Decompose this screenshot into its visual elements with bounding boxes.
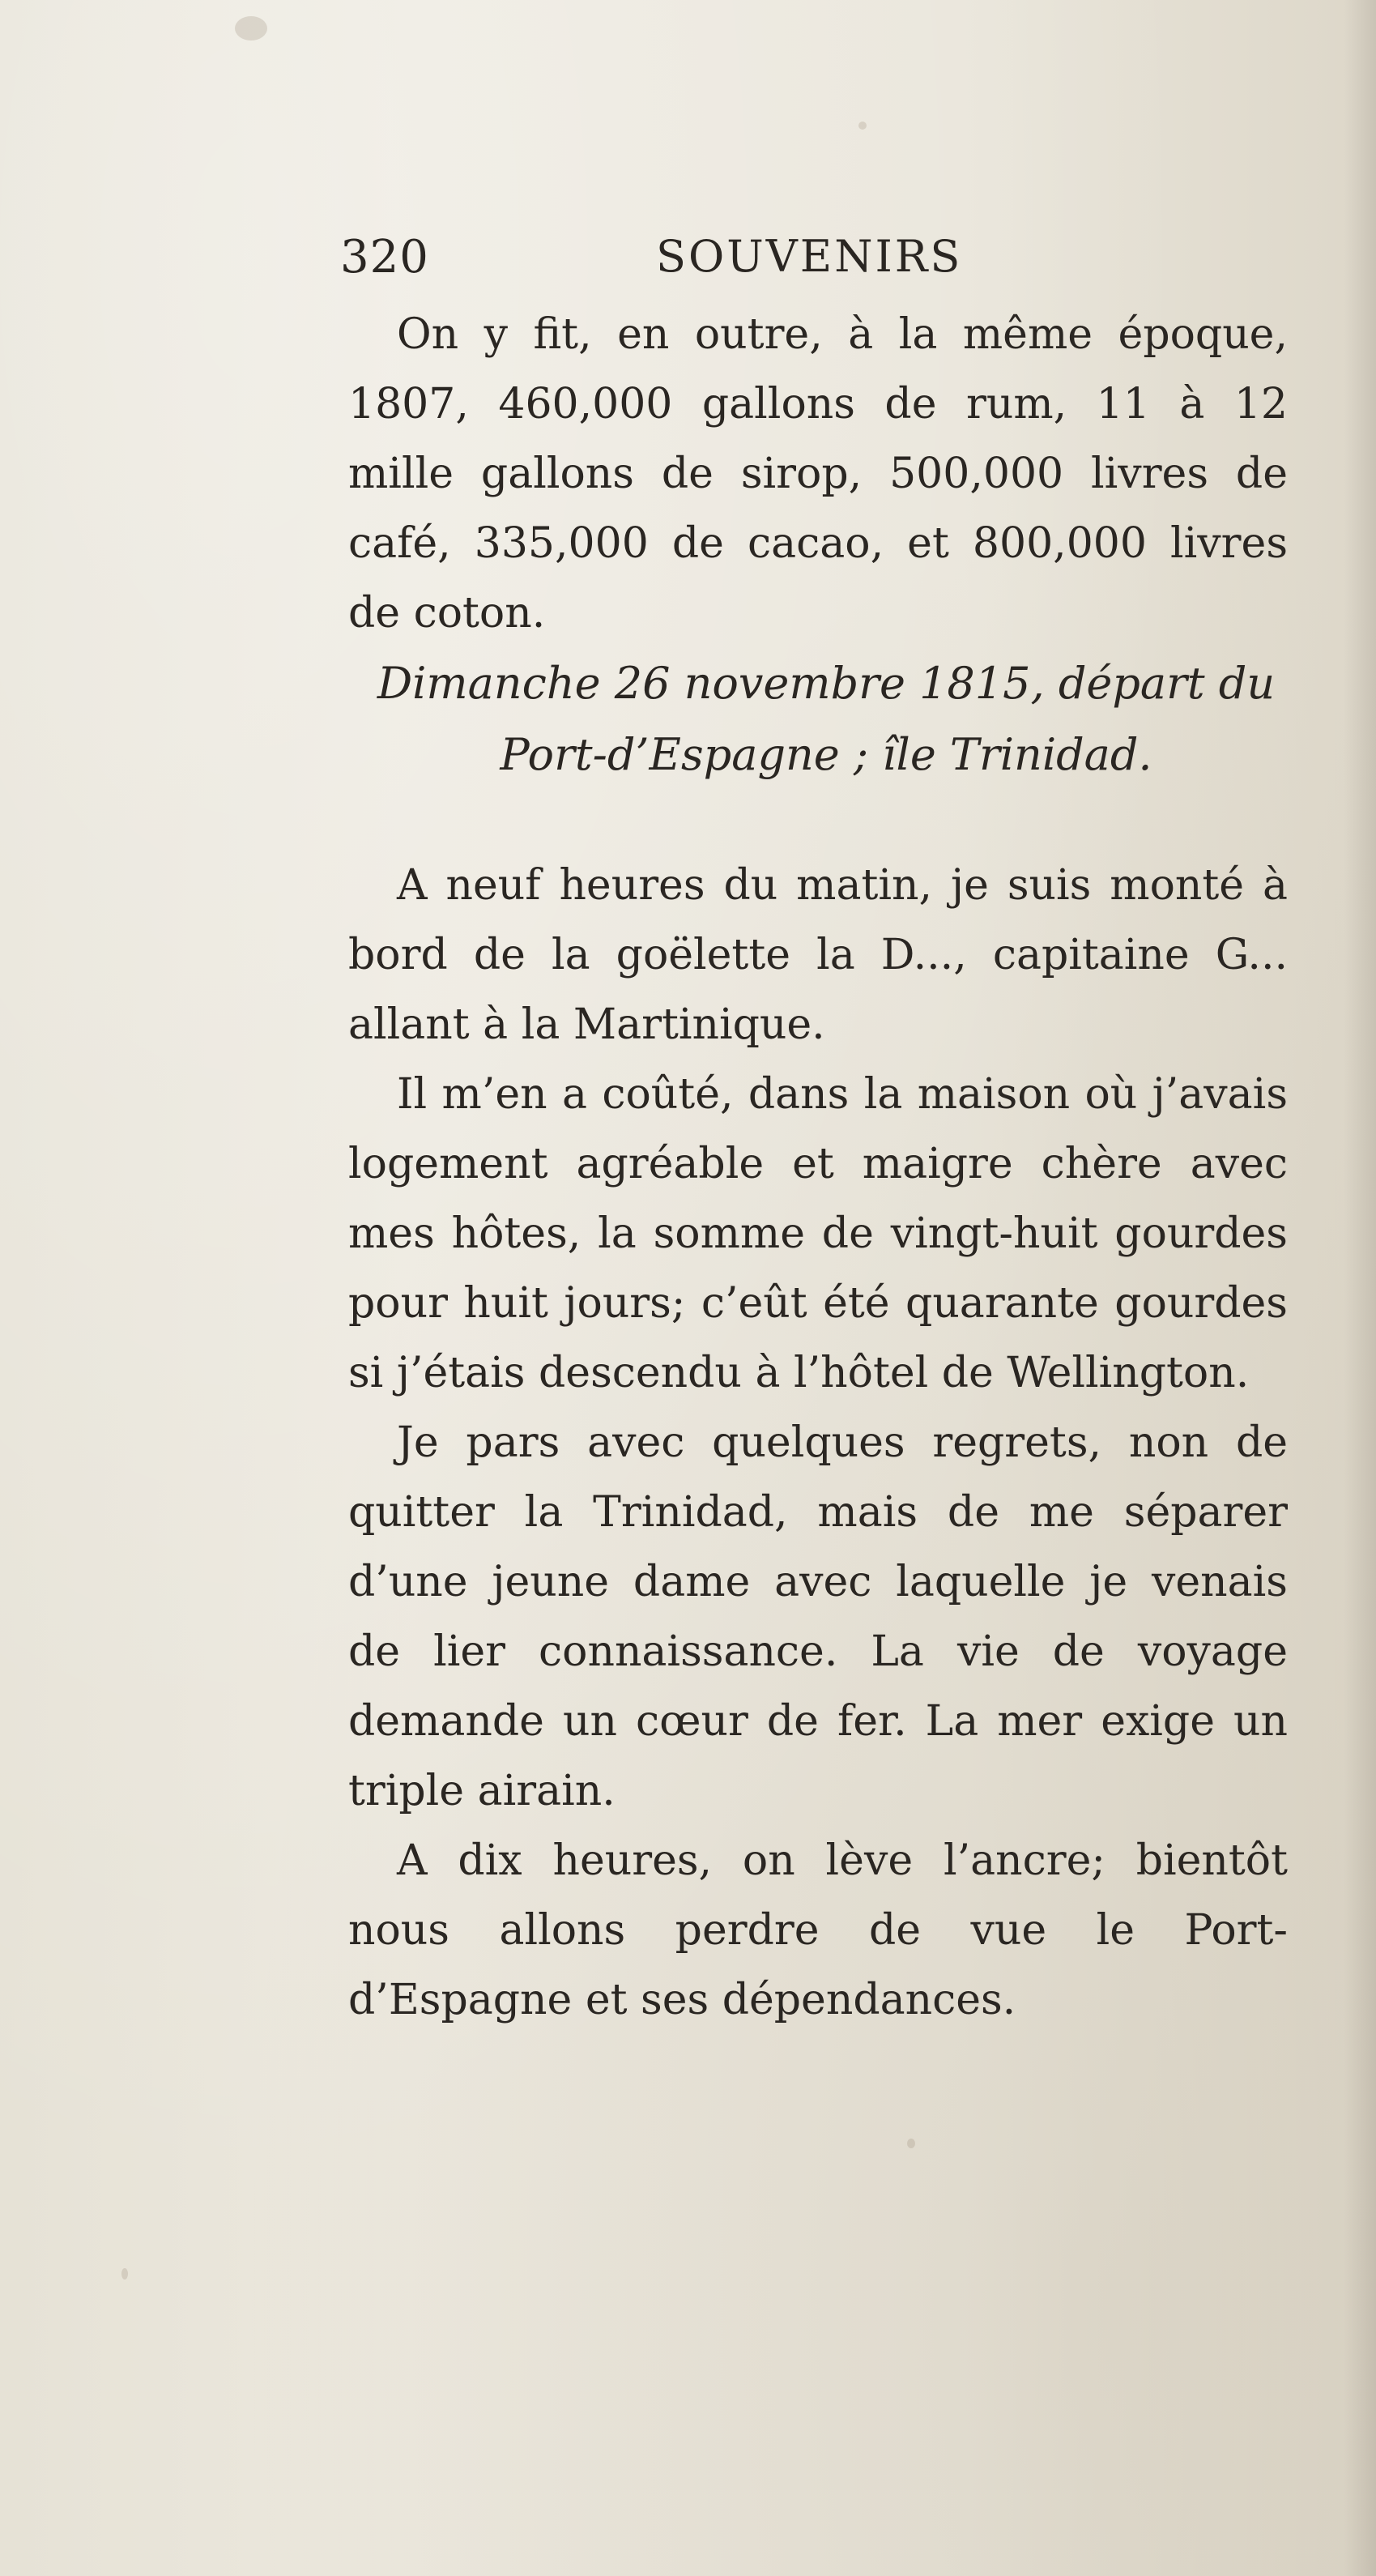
paragraph-4: A dix heures, on lève l’ancre; bientôt nous allons perdre de vue le Port-d’Espagne et ses dépendances. bbox=[348, 1836, 1288, 2024]
paper-spot bbox=[235, 16, 267, 41]
paper-spot bbox=[858, 122, 867, 130]
paragraph-3: Je pars avec quelques regrets, non de quitter la Trinidad, mais de me séparer d’une jeune dame avec laquelle je venais de lier connaissance. La vie de voyage demande un cœur de fer. La mer exige un triple airain. bbox=[348, 1418, 1288, 1815]
page-header bbox=[340, 231, 1296, 296]
running-head: SOUVENIRS bbox=[656, 231, 963, 282]
section-heading bbox=[356, 648, 1296, 791]
paper-spot bbox=[907, 2139, 915, 2148]
opening-text-block bbox=[348, 300, 1288, 648]
page-number: 320 bbox=[340, 231, 429, 284]
section-heading-line-1: Dimanche 26 novembre 1815, départ du bbox=[377, 658, 1276, 709]
section-heading-line-2: Port-d’Espagne ; île Trinidad. bbox=[500, 729, 1152, 780]
paragraph-2: Il m’en a coûté, dans la maison où j’avais logement agréable et maigre chère avec mes hôtes, la somme de vingt-huit gourdes pour huit jours; c’eût été quarante gourdes si j’étais descendu à l’hôtel de Wellington. bbox=[348, 1070, 1288, 1397]
body-text-block bbox=[348, 851, 1288, 2035]
opening-paragraph: On y fit, en outre, à la même époque, 1807, 460,000 gallons de rum, 11 à 12 mille gallons de sirop, 500,000 livres de café, 335,000 de cacao, et 800,000 livres de coton. bbox=[348, 310, 1288, 638]
paper-spot bbox=[121, 2268, 128, 2280]
paragraph-1: A neuf heures du matin, je suis monté à bord de la goëlette la D..., capitaine G... allant à la Martinique. bbox=[348, 861, 1288, 1049]
page-edge-shadow bbox=[1344, 0, 1376, 2576]
